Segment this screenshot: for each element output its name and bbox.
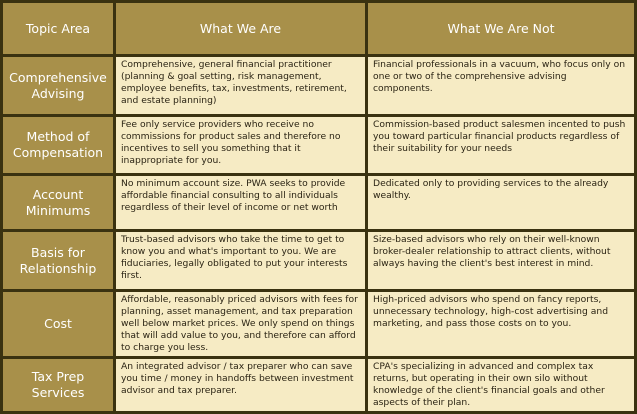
- topic-cell: [3, 292, 113, 356]
- what-we-are-not-cell: Size-based advisors who rely on their well-known broker-dealer relationship to attract clients, without always having the client's best interest in mind.: [368, 232, 634, 289]
- what-we-are-not-cell: CPA's specializing in advanced and complex tax returns, but operating in their own silo without knowledge of the client's financial goals and other aspects of their plan.: [368, 359, 634, 411]
- table-row: [3, 359, 634, 411]
- table-row: [3, 57, 634, 114]
- topic-label: Account Minimums: [25, 186, 91, 218]
- header-row: [3, 3, 634, 54]
- what-we-are-cell: Comprehensive, general financial practitioner (planning & goal setting, risk management, employee benefits, tax, investments, retirement, and estate planning): [116, 57, 365, 114]
- table-row: [3, 232, 634, 289]
- what-we-are-cell: Affordable, reasonably priced advisors with fees for planning, asset management, and tax preparation well below market prices. We only spend on things that will add value to you, and therefore can afford to charge you less.: [116, 292, 365, 356]
- header-topic-area: Topic Area: [3, 3, 113, 54]
- topic-cell: [3, 176, 113, 229]
- topic-cell: [3, 359, 113, 411]
- topic-cell: [3, 232, 113, 289]
- topic-label: Cost: [44, 316, 72, 331]
- topic-label: Method of Compensation: [12, 129, 104, 160]
- topic-label: Comprehensive Advising: [9, 69, 107, 101]
- what-we-are-not-cell: Dedicated only to providing services to the already wealthy.: [368, 176, 634, 229]
- header-what-we-are: What We Are: [116, 3, 365, 54]
- topic-cell: [3, 117, 113, 173]
- what-we-are-cell: Fee only service providers who receive no commissions for product sales and therefore no incentives to sell you something that it inappropriate for you.: [116, 117, 365, 173]
- what-we-are-not-cell: High-priced advisors who spend on fancy reports, unnecessary technology, high-cost advertising and marketing, and pass those costs on to you.: [368, 292, 634, 356]
- table-row: [3, 117, 634, 173]
- topic-label: Basis for Relationship: [19, 244, 97, 276]
- table-row: [3, 176, 634, 229]
- header-what-we-are-not: What We Are Not: [368, 3, 634, 54]
- topic-cell: [3, 57, 113, 114]
- what-we-are-cell: Trust-based advisors who take the time to get to know you and what's important to you. We are fiduciaries, legally obligated to put your interests first.: [116, 232, 365, 289]
- what-we-are-cell: No minimum account size. PWA seeks to provide affordable financial consulting to all individuals regardless of their level of income or net worth: [116, 176, 365, 229]
- topic-label: Tax Prep Services: [31, 369, 85, 400]
- what-we-are-not-cell: Commission-based product salesmen incented to push you toward particular financial products regardless of their suitability for your needs: [368, 117, 634, 173]
- table-row: [3, 292, 634, 356]
- what-we-are-not-cell: Financial professionals in a vacuum, who focus only on one or two of the comprehensive advising components.: [368, 57, 634, 114]
- what-we-are-cell: An integrated advisor / tax preparer who can save you time / money in handoffs between investment advisor and tax preparer.: [116, 359, 365, 411]
